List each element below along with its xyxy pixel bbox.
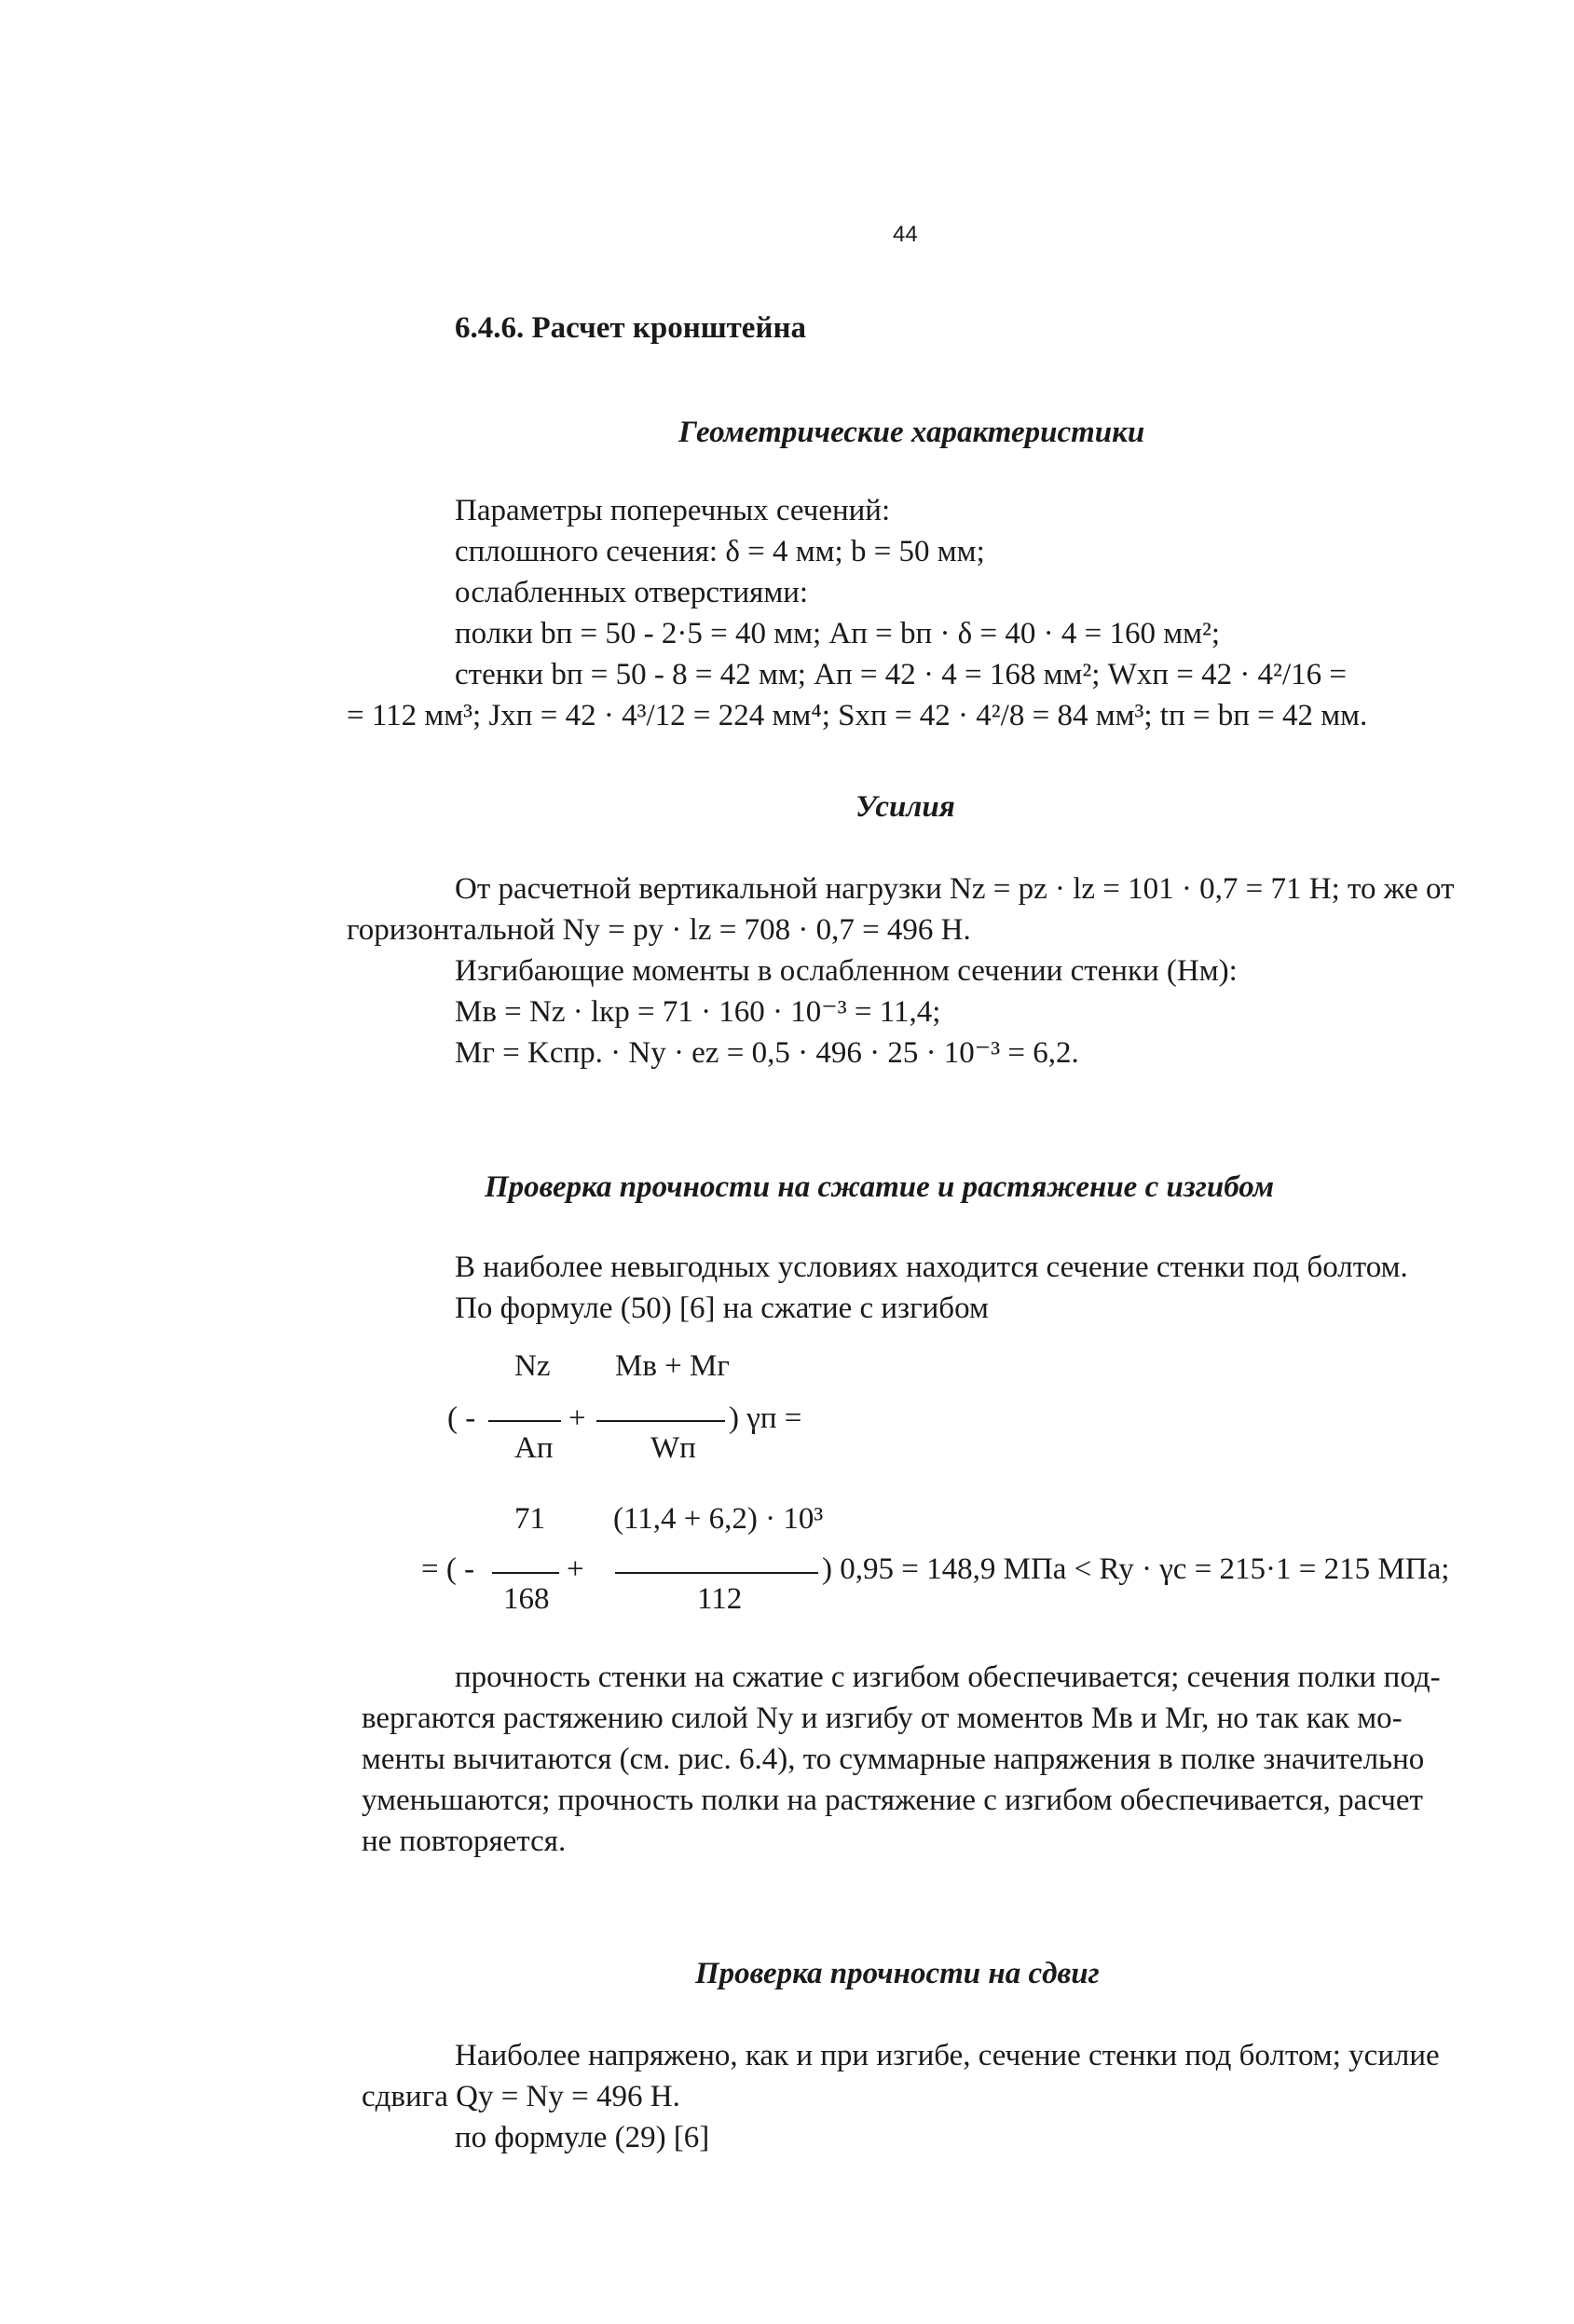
strength-heading: Проверка прочности на сжатие и растяжение с изгибом <box>485 1170 1275 1204</box>
fraction-bar <box>488 1420 561 1422</box>
formula1-suffix: ) γп = <box>729 1401 802 1435</box>
section-title: 6.4.6. Расчет кронштейна <box>455 311 806 345</box>
forces-line: Mв = Nz · lкр = 71 · 160 · 10⁻³ = 11,4; <box>455 995 941 1029</box>
geometry-line: Параметры поперечных сечений: <box>455 494 891 527</box>
formula1-numerator-2: Mв + Mг <box>615 1349 730 1383</box>
conclusion-line: вергаются растяжению силой Ny и изгибу от моментов Mв и Mг, но так как мо- <box>362 1702 1403 1735</box>
strength-line: В наиболее невыгодных условиях находится сечение стенки под болтом. <box>455 1251 1408 1284</box>
shear-line: Наиболее напряжено, как и при изгибе, сечение стенки под болтом; усилие <box>455 2039 1440 2072</box>
fraction-bar <box>492 1572 559 1574</box>
shear-line: по формуле (29) [6] <box>455 2121 710 2154</box>
geometry-line: стенки bп = 50 - 8 = 42 мм; Aп = 42 · 4 = 168 мм²; Wхп = 42 · 4²/16 = <box>455 658 1347 691</box>
conclusion-line: менты вычитаются (см. рис. 6.4), то суммарные напряжения в полке значительно <box>362 1743 1425 1776</box>
formula2-numerator-2: (11,4 + 6,2) · 10³ <box>613 1502 824 1536</box>
conclusion-line: уменьшаются; прочность полки на растяжение с изгибом обеспечивается, расчет <box>362 1784 1423 1817</box>
formula2-denominator-1: 168 <box>503 1582 550 1616</box>
forces-line: горизонтальной Ny = py · lz = 708 · 0,7 = 496 Н. <box>347 913 971 947</box>
geometry-line: ослабленных отверстиями: <box>455 576 809 609</box>
forces-line: Изгибающие моменты в ослабленном сечении стенки (Нм): <box>455 954 1238 988</box>
formula2-numerator-1: 71 <box>514 1502 545 1536</box>
fraction-bar <box>615 1572 818 1574</box>
formula2-prefix: = ( - <box>421 1552 475 1586</box>
formula2-suffix: ) 0,95 = 148,9 МПа < Ry · γc = 215·1 = 215 МПа; <box>822 1552 1450 1586</box>
formula1-denominator-2: Wп <box>650 1431 696 1465</box>
geometry-line: = 112 мм³; Jхп = 42 · 4³/12 = 224 мм⁴; Sхп = 42 · 4²/8 = 84 мм³; tп = bп = 42 мм. <box>347 699 1368 732</box>
formula1-plus: + <box>568 1401 586 1435</box>
forces-line: От расчетной вертикальной нагрузки Nz = pz · lz = 101 · 0,7 = 71 Н; то же от <box>455 872 1455 906</box>
formula2-denominator-2: 112 <box>697 1582 743 1616</box>
fraction-bar <box>596 1420 725 1422</box>
geometry-line: сплошного сечения: δ = 4 мм; b = 50 мм; <box>455 535 985 568</box>
shear-heading: Проверка прочности на сдвиг <box>695 1957 1100 1990</box>
forces-line: Mг = Kспр. · Ny · ez = 0,5 · 496 · 25 · 10⁻³ = 6,2. <box>455 1036 1079 1070</box>
strength-line: По формуле (50) [6] на сжатие с изгибом <box>455 1292 989 1325</box>
shear-line: сдвига Qy = Ny = 496 Н. <box>362 2080 680 2113</box>
conclusion-line: не повторяется. <box>362 1825 567 1858</box>
formula1-numerator-1: Nz <box>514 1349 551 1383</box>
formula1-denominator-1: Aп <box>514 1431 554 1465</box>
forces-heading: Усилия <box>855 790 955 824</box>
geometry-line: полки bп = 50 - 2·5 = 40 мм; Aп = bп · δ = 40 · 4 = 160 мм²; <box>455 617 1221 650</box>
conclusion-line: прочность стенки на сжатие с изгибом обеспечивается; сечения полки под- <box>455 1661 1441 1694</box>
formula2-plus: + <box>567 1552 584 1586</box>
geometry-heading: Геометрические характеристики <box>678 416 1145 449</box>
page-number: 44 <box>893 222 918 247</box>
formula1-prefix: ( - <box>447 1401 476 1435</box>
